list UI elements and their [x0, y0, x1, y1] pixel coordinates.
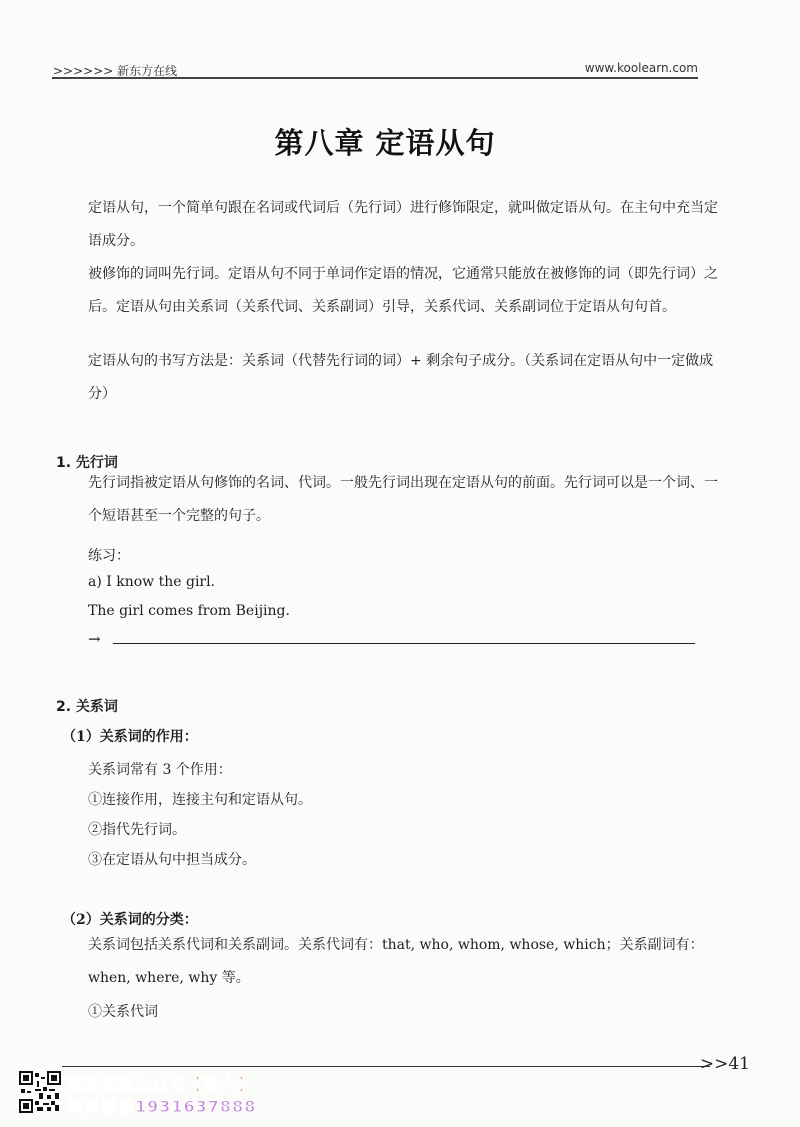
subsection-1-line: 关系词常有 3 个作用： [88, 762, 232, 778]
watermark-line-1: 配套课程公众号【研大】 [67, 1075, 255, 1094]
subsection-2-item: ①关系代词 [88, 1004, 158, 1020]
intro-paragraph-2: 被修饰的词叫先行词。定语从句不同于单词作定语的情况，它通常只能放在被修饰的词（即先行词）之后。定语从句由关系词（关系代词、关系副词）引导，关系代词、关系副词位于定语从句句首。 [88, 266, 718, 315]
exercise-item-a: a) I know the girl. [88, 574, 216, 590]
subsection-1-heading: （1）关系词的作用： [62, 729, 198, 745]
footer-divider [62, 1066, 710, 1067]
exercise-label: 练习： [88, 548, 130, 564]
subsection-1-line: ②指代先行词。 [88, 822, 186, 838]
arrow-icon: → [88, 630, 101, 648]
page-number: >>41 [699, 1054, 750, 1074]
header-website: www.koolearn.com [584, 61, 698, 75]
header-brand: >>>>>> 新东方在线 [53, 64, 178, 78]
qr-code-icon [19, 1071, 61, 1113]
header-divider [52, 77, 698, 79]
subsection-1-line: ③在定语从句中担当成分。 [88, 852, 256, 868]
answer-blank[interactable] [113, 643, 695, 644]
intro-paragraph-1: 定语从句，一个简单句跟在名词或代词后（先行词）进行修饰限定，就叫做定语从句。在主句中充当定语成分。 [88, 200, 718, 249]
subsection-2-heading: （2）关系词的分类： [62, 912, 198, 928]
section-1-body: 先行词指被定语从句修饰的名词、代词。一般先行词出现在定语从句的前面。先行词可以是一个词、一个短语甚至一个完整的句子。 [88, 475, 718, 524]
subsection-1-line: ①连接作用，连接主句和定语从句。 [88, 792, 312, 808]
intro-paragraph-3: 定语从句的书写方法是：关系词（代替先行词的词）+ 剩余句子成分。（关系词在定语从句中一定做成分） [88, 353, 714, 402]
section-2-heading: 2. 关系词 [56, 699, 118, 715]
section-1-heading: 1. 先行词 [56, 455, 118, 471]
watermark-line-2: 联系微信1931637888 [67, 1097, 257, 1116]
subsection-2-body: 关系词包括关系代词和关系副词。关系代词有：that, who, whom, whose, which；关系副词有：when, where, why 等。 [88, 937, 704, 986]
chapter-title: 第八章 定语从句 [274, 126, 496, 160]
exercise-item-a-line2: The girl comes from Beijing. [88, 603, 290, 619]
